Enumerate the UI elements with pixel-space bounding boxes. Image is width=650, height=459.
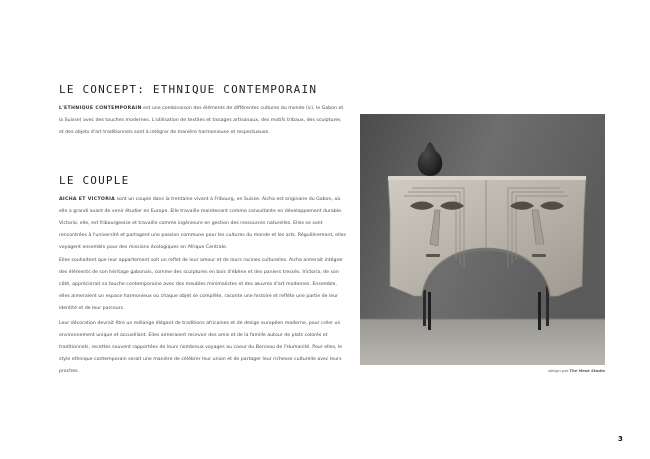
caption-studio: The Mesk Studio [569, 368, 605, 373]
caption-prefix: design par [548, 368, 570, 373]
couple-paragraph-1 [59, 194, 346, 254]
page-number: 3 [618, 435, 623, 443]
couple-paragraph-3: Leur décoration devrait être un mélange élégant de traditions africaines et de design européen moderne, pour créer un environnement unique et accueillant. Elles aimeraient recevoir des amis et de la famille autour de plats colorés et traditionnels, recettes souvent rapportées de leurs nombreux voyages au coeur du Berceau de l'Humanité. Pour elles, le style ethnique contemporain serait une manière de célébrer leur union et de partager leur richesse culturelle avec leurs proches. [59, 321, 343, 374]
couple-lead: AICHA ET VICTORIA [59, 197, 116, 202]
couple-body-1: sont un couple dans la trentaine vivant à Fribourg, en Suisse. Aicha est originaire du Gabon, où elle a grandi avant de venir étudier en Europe. Elle travaille maintenant comme consultante en développement durable. Victoria, elle, est fribourgeoise et travaille comme ingénieure en gestion des ressources naturelles. Elles se sont rencontrées à l'université et partagent une passion commune pour les cultures du monde et les arts. Régulièrement, elles voyagent ensemble pour des missions écologiques en Afrique Centrale. [59, 197, 346, 250]
couple-heading: LE COUPLE [59, 174, 130, 187]
concept-paragraph [59, 103, 346, 139]
sideboard-photo [360, 114, 605, 365]
concept-heading: LE CONCEPT: ETHNIQUE CONTEMPORAIN [59, 83, 318, 96]
couple-paragraph-2: Elles souhaitent que leur appartement soit un reflet de leur amour et de leurs racines culturelles. Aicha aimerait intégrer des éléments de son héritage gabonais, comme des sculptures en bois d'ébène et des paniers tressés. Victoria, de son côté, apprécierait sa touche contemporaine avec des meubles minimalistes et des œuvres d'art modernes. Ensemble, elles aimeraient un espace harmonieux où chaque objet se complète, raconte une histoire et reflète une partie de leur identité et de leur parcours. [59, 258, 344, 311]
concept-lead: L'ETHNIQUE CONTEMPORAIN [59, 106, 142, 111]
photo-caption [360, 368, 605, 373]
concept-body: est une combinaison des éléments de différentes cultures du monde (ici, le Gabon et la Suisse) avec des touches modernes. L'utilisation de textiles et tissages artisanaux, des motifs tribaux, des sculptures et des objets d'art traditionnels sont à intégrer de manière harmonieuse et respectueuse. [59, 106, 344, 135]
